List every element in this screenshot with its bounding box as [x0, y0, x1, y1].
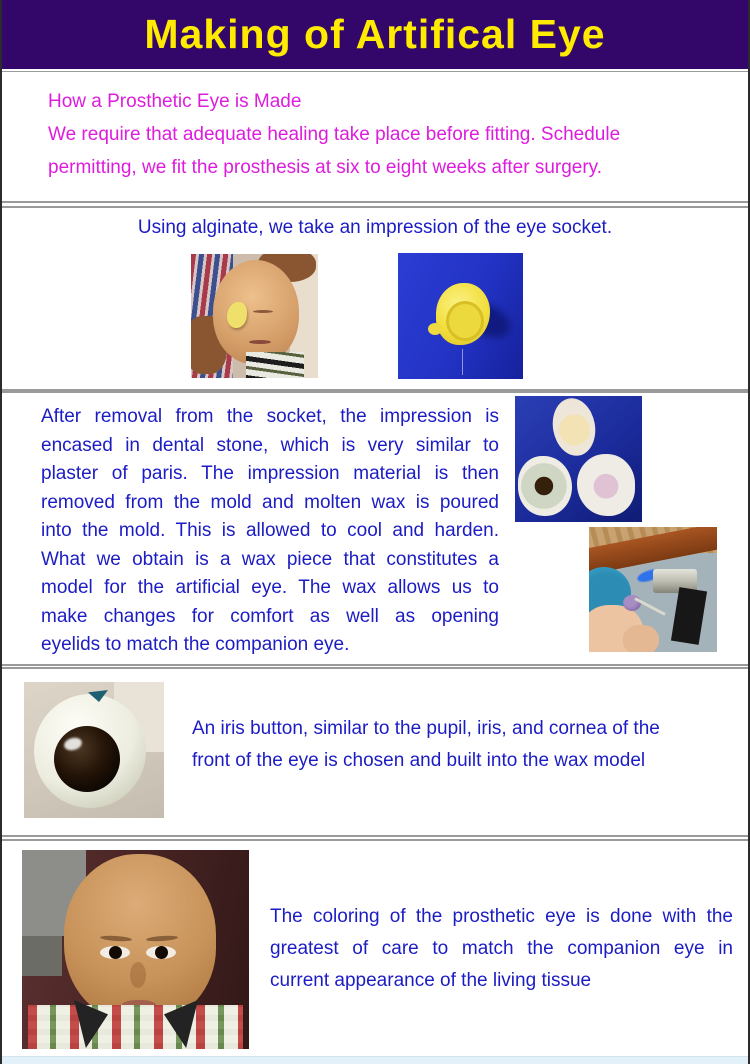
coloring-line-1: The coloring of the prosthetic eye is done with the	[270, 906, 733, 927]
child-portrait-photo	[22, 850, 249, 1049]
intro-line-1: We require that adequate healing take place before fitting. Schedule	[48, 124, 621, 145]
alginate-caption: Using alginate, we take an impression of the eye socket.	[137, 217, 613, 238]
section-alginate	[2, 206, 748, 391]
iris-button-photo	[24, 682, 164, 818]
drip-line-shape	[462, 349, 463, 375]
wax-line-2: encased in dental stone, which is very similar to	[41, 434, 499, 456]
dental-stone-molds-photo	[515, 396, 642, 522]
section-intro	[2, 71, 748, 203]
intro-text-block	[48, 85, 620, 184]
yellow-alginate-mold-photo	[398, 253, 523, 379]
bottom-strip	[0, 1056, 750, 1064]
wax-line-6: What we obtain is a wax piece that constitutes a	[41, 548, 499, 570]
wax-torch-photo	[589, 527, 717, 652]
portrait-head-shape	[64, 854, 216, 1022]
wall-shadow-shape	[22, 936, 62, 976]
eye-right-shape	[146, 946, 176, 959]
coloring-text-block	[270, 901, 733, 997]
nose-shape	[130, 962, 146, 988]
wax-line-1: After removal from the socket, the impression is	[41, 406, 499, 427]
iris-line-1: An iris button, similar to the pupil, iris, and cornea of the	[192, 718, 660, 739]
pupil-left-shape	[109, 946, 122, 959]
wax-line-9: eyelids to match the companion eye.	[41, 634, 350, 655]
mold-notch-shape	[428, 323, 442, 335]
mold-right-shape	[577, 454, 635, 516]
page-title: Making of Artifical Eye	[144, 11, 606, 57]
header-bar	[0, 0, 750, 69]
iris-text-block	[192, 713, 737, 777]
coloring-line-3: current appearance of the living tissue	[270, 970, 592, 991]
striped-shirt-shape	[246, 352, 304, 378]
wax-line-5: into the mold. This is allowed to cool and harden.	[41, 520, 499, 541]
wax-line-3: plaster of paris. The impression material is then	[41, 463, 499, 484]
iris-line-2: front of the eye is chosen and built into the wax model	[192, 750, 646, 771]
wax-line-4: removed from the mold and molten wax is poured	[41, 491, 499, 513]
pupil-right-shape	[155, 946, 168, 959]
closed-eye-shape	[253, 310, 273, 313]
torch-handle-shape	[671, 587, 707, 645]
intro-heading: How a Prosthetic Eye is Made	[48, 91, 302, 112]
section-iris-button	[2, 667, 748, 837]
eye-left-shape	[100, 946, 130, 959]
iris-shape	[54, 726, 120, 792]
plaid-shirt-shape	[28, 1005, 243, 1049]
intro-line-2: permitting, we fit the prosthesis at six to eight weeks after surgery.	[48, 157, 603, 178]
mold-top-shape	[548, 396, 599, 459]
child-alginate-impression-photo	[191, 254, 318, 378]
wax-line-7: model for the artificial eye. The wax allows us to	[41, 577, 499, 598]
section-coloring	[2, 839, 748, 1058]
mold-left-shape	[518, 456, 572, 516]
section-wax-model	[2, 391, 748, 666]
wax-ball-shape	[623, 595, 641, 611]
mouth-shape	[249, 340, 271, 344]
wax-paragraph	[41, 403, 499, 660]
wax-line-8: make changes for comfort as well as opening	[41, 605, 499, 627]
hand-shape	[623, 625, 659, 652]
coloring-line-2: greatest of care to match the companion eye in	[270, 938, 733, 959]
mold-ring-shape	[446, 301, 484, 341]
